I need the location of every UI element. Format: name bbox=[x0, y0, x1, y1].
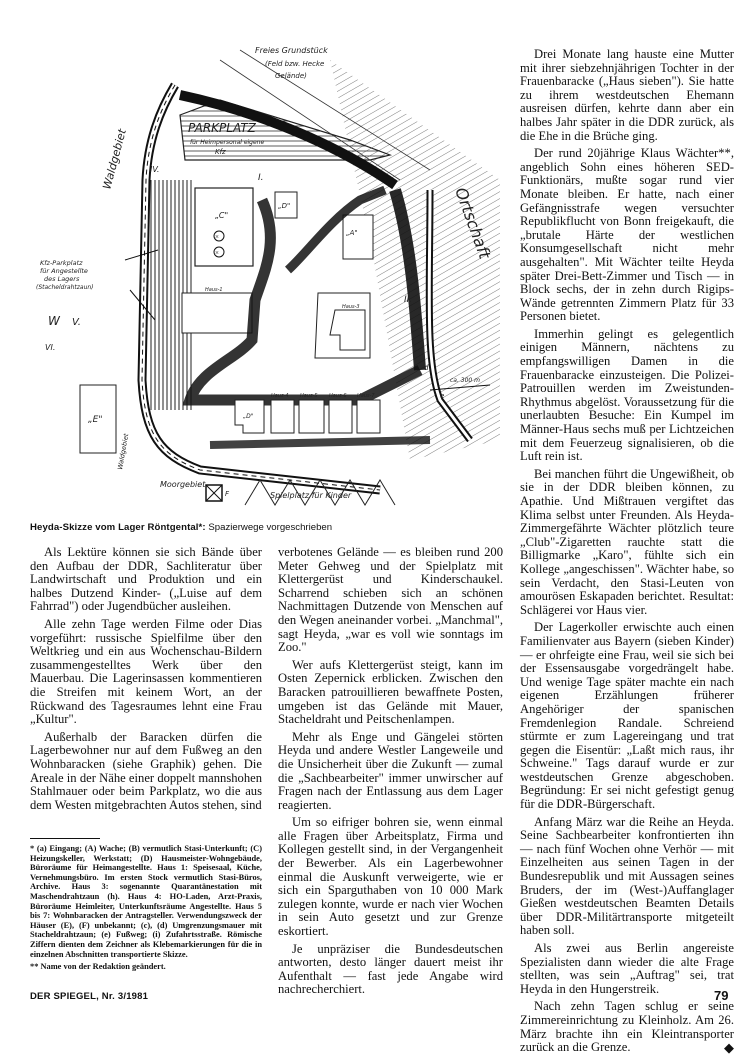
footnote-legend: * (a) Eingang; (A) Wache; (B) vermutlich Stasi-Unterkunft; (C) Heizungskeller, Werkstatt; (D) Hausmeister-Wohngebäude, Büroräume für Heimangestellte. Haus 1: Speisesaal, Küche, Vernehmungsbüro. Im ersten Stock vermutlich Stasi-Büros, Archive. Haus 3: sogenannte Quarantänestation mit Maschendrahtzaun (h). Haus 4: HO-Laden, Arzt-Praxis, Büroräume Heimleiter, Unterkunftsräume Angestellte. Haus 5 bis 7: Wohnbaracken der Antragsteller. Verwendungszweck der Häuser (E), (F) unbekannt; (c), (d) Umgrenzungsmauer mit Stacheldrahtzaun; (e) Fußweg; (i) Zufahrtsstraße. Römische Ziffern dienten dem Zeichner als Klebemarkierungen für die in einzelnen Abschnitten transportierte Skizze. bbox=[30, 844, 262, 959]
paragraph: Immerhin gelingt es gelegentlich einigen Männern, nächtens zu empfangswilligen Damen in die Frauenbaracke einzusteigen. Die Polizei-Patrouillen werden im Zweistunden-Rhythmus abgelöst. Voraussetzung für die unerlaubten Besuche: Ein Kumpel im Männer-Haus sechs muß per Lichtzeichen mit dem Feuerzeug signalisieren, ob die Luft rein ist. bbox=[520, 326, 734, 464]
distance-label: ca. 300 m bbox=[450, 377, 480, 384]
building-f-label: F bbox=[225, 490, 230, 498]
haus-1-label: Haus-1 bbox=[205, 287, 223, 293]
kfz-parkplatz-label-4: (Stacheldrahtzaun) bbox=[36, 284, 94, 291]
publication-footer: DER SPIEGEL, Nr. 3/1981 bbox=[30, 991, 149, 1002]
camp-map-drawing bbox=[30, 40, 500, 510]
paragraph: Anfang März war die Reihe an Heyda. Seine Sachbearbeiter konfrontierten ihn — nach fünf Wochen ohne Verhör — mit Einzelheiten aus seinen Tagen in der Bundesrepublik und mit Aussagen seines Bruders, der im (West-)Auffanglager Gießen westdeutschen Beamten Details über DDR-Militärtransporte mitgeteilt haben soll. bbox=[520, 814, 734, 938]
kfz-parkplatz-label: Kfz-Parkplatz bbox=[40, 259, 83, 267]
building-e-label: „E" bbox=[88, 415, 103, 425]
moorgebiet-label: Moorgebiet bbox=[160, 480, 206, 489]
roman-vi-mark: VI. bbox=[45, 343, 56, 352]
building-c-label: „C" bbox=[215, 211, 229, 220]
paragraph: verbotenes Gelände — es bleiben rund 200 Meter Gehweg und der Spielplatz mit Klettergerüst und Kinderschaukel. Scharrend schieben sich an schönen Nachmittagen Dutzende von Menschen auf den Wegen aneinander vorbei. „Manchmal", sagt Heyda, „war es voll wie sonntags im Zoo." bbox=[278, 545, 503, 655]
svg-text:×: × bbox=[215, 249, 219, 257]
haus-6 bbox=[329, 400, 352, 433]
paragraph: Außerhalb der Baracken dürfen die Lagerbewohner nur auf dem Fußweg an den Wohnbaracken (siehe Graphik) gehen. Die Areale in der Nähe einer doppelt mannshohen Stahlmauer oder beim Parkplatz, wo die aus dem Westen mitgebrachten Autos stehen, sind bbox=[30, 729, 262, 812]
svg-text:×: × bbox=[215, 233, 219, 241]
roman-iv-mark: IV. bbox=[150, 165, 160, 174]
paragraph-last bbox=[520, 1000, 734, 1054]
article-column-1 bbox=[30, 546, 262, 816]
paragraph: Um so eifriger bohren sie, wenn einmal alle Fragen über Arbeitsplatz, Firma und Kollegen gestellt sind, in der Vergangenheit der Bewerber. Als ein Lagerbewohner einmal die Auskunft verweigerte, wie er sich ein Sparguthaben von 10 000 Mark zulegen konnte, wurde er nach vier Wochen in sein Auto gesetzt und zur Grenze eskortiert. bbox=[278, 815, 503, 939]
building-d-low-label: „D" bbox=[243, 413, 254, 420]
haus-6-label: Haus-6 bbox=[329, 393, 347, 399]
ortschaft-label: Ortschaft bbox=[451, 184, 495, 262]
last-paragraph-text: Nach zehn Tagen schlug er seine Zimmereinrichtung zu Kleinholz. Am 26. März brachte ihn ein Kleintransporter zurück an die Grenze. bbox=[520, 999, 734, 1055]
kfz-label: Kfz bbox=[215, 148, 226, 156]
paragraph: Der Lagerkoller erwischte auch einen Familienvater aus Bayern (sieben Kinder) — er ohrfeigte eine Frau, weil sie sich bei der Essensausgabe vorgedrängelt habe. Und wenige Tage später machte ein nach eigenen Erzählungen früherer Angehöriger der spanischen Fremdenlegion Randale. Schreiend stürmte er zum Lagereingang und trat gegen die Eisentür: „Laßt mich raus, ihr Schweine." Tags darauf wurde er zur westdeutschen Grenze abgeschoben. Begründung: Er sei nicht gefestigt genug für die DDR-Bürgerschaft. bbox=[520, 620, 734, 812]
caption-title: Heyda-Skizze vom Lager Röntgental*: bbox=[30, 522, 206, 533]
lager-sketch-figure bbox=[30, 40, 500, 510]
article-column-3 bbox=[520, 48, 734, 1059]
waldgebiet-2-label: Waldgebiet bbox=[116, 432, 131, 471]
building-a-label: „A" bbox=[346, 229, 358, 237]
caption-text: Spazierwege vorgeschrieben bbox=[205, 522, 333, 533]
haus-1 bbox=[182, 293, 252, 333]
letter-d-mark: d bbox=[424, 364, 429, 372]
haus-4-label: Haus-4 bbox=[271, 393, 289, 399]
w-mark: W bbox=[48, 314, 60, 328]
building-a-wache bbox=[343, 215, 373, 259]
page-number: 79 bbox=[714, 988, 729, 1003]
parkplatz-label: PARKPLATZ bbox=[188, 121, 256, 135]
end-of-article-diamond-icon: ◆ bbox=[724, 1040, 734, 1056]
haus-3-label: Haus-3 bbox=[342, 304, 360, 310]
figure-caption bbox=[30, 522, 500, 533]
haus-4 bbox=[271, 400, 294, 433]
spielplatz-label: Spielplatz für Kinder bbox=[270, 491, 352, 500]
roman-v-mark: V. bbox=[72, 317, 81, 328]
haus-7-label: Haus-7 bbox=[357, 393, 375, 399]
footnotes bbox=[30, 844, 262, 975]
roman-ii-mark: II. bbox=[404, 295, 413, 305]
paragraph: Bei manchen führt die Ungewißheit, ob sie in der DDR bleiben können, zu Apathie. Und Mißtrauen vergiftet das Klima selbst unter Freunden. Als Heyda-Zimmergefährte Wächter plötzlich teure „Club"-Zigaretten rauchte statt die Billigmarke „Karo", fühlte sich ein Kollege „angeschissen". Wächter habe, so sein Verdacht, den Stasi-Leuten von amourösen Eskapaden berichtet. Resultat: Schlägerei vor Haus vier. bbox=[520, 466, 734, 617]
paragraph: Der rund 20jährige Klaus Wächter**, angeblich Sohn eines höheren SED-Funktionärs, mußte sogar rund vier Monate bleiben. Er hatte, nach einer Gefängnisstrafe wegen versuchter Republikflucht von Bonn freigekauft, die „brutale Härte der westlichen Konsumgesellschaft nicht mehr ausgehalten". Mit Wächter teilte Heyda später Drei-Bett-Zimmer und Tisch — in Block sechs, der in zehn durch Rigips-Wände getrennten Zimmern Platz für 33 Personen bietet. bbox=[520, 146, 734, 324]
parkplatz-sub-label: für Heimpersonal eigene bbox=[190, 139, 265, 146]
haus-5 bbox=[299, 400, 324, 433]
paragraph: Mehr als Enge und Gängelei störten Heyda und andere Westler Langeweile und die Unsicherheit über die Zukunft — zumal die „Sachbearbeiter" immer unwirscher auf Fragen nach der Entlassung aus dem Lager reagierten. bbox=[278, 729, 503, 812]
kfz-parkplatz-label-3: des Lagers bbox=[44, 275, 80, 283]
haus-5-label: Haus-5 bbox=[300, 393, 318, 399]
haus-7 bbox=[357, 400, 380, 433]
letter-e-mark: e bbox=[440, 392, 445, 400]
waldgebiet-label: Waldgebiet bbox=[100, 127, 129, 191]
paragraph: Als zwei aus Berlin angereiste Spezialisten dann wieder die alte Frage stellten, was sein „Auftrag" sei, trat Heyda in den Hungerstreik. bbox=[520, 941, 734, 996]
paragraph: Alle zehn Tage werden Filme oder Dias vorgeführt: russische Spielfilme über den Weltkrieg und ein aus Wochenschau-Bildern zusammengestelltes Werk über den Mauerbau. Die Lagerinsassen kommentieren die Streifen mit keinem Wort, an der Rückwand des Tagesraumes lehnt eine Frau „Kultur". bbox=[30, 616, 262, 727]
kfz-parkplatz-label-2: für Angestellte bbox=[40, 267, 88, 275]
paragraph: Je unpräziser die Bundesdeutschen antworten, desto länger dauert meist ihr Aufenthalt — fast jede Angabe wird nachrecherchiert. bbox=[278, 941, 503, 997]
feld-label: (Feld bzw. Hecke bbox=[265, 60, 325, 68]
paragraph: Drei Monate lang hauste eine Mutter mit ihrer siebzehnjährigen Tochter in der Frauenbaracke („Haus sieben"). Sie hatte zu ihrem westdeutschen Ehemann ausreisen dürfen, kehrte dann aber ein halbes Jahr später in die DDR zurück, als die Ehe in die Brüche ging. bbox=[520, 47, 734, 143]
paragraph: Als Lektüre können sie sich Bände über den Aufbau der DDR, Sachliteratur über Landwirtschaft und Produktion und ein halbes Dutzend Kinder- („Luise auf dem Fahrrad") oder Jugendbücher ausleihen. bbox=[30, 545, 262, 614]
roman-i-mark: I. bbox=[258, 173, 264, 183]
building-c bbox=[195, 188, 253, 266]
article-column-2 bbox=[278, 546, 503, 1001]
footnote-name-changed: ** Name von der Redaktion geändert. bbox=[30, 962, 166, 972]
paragraph: Wer aufs Klettergerüst steigt, kann im Osten Zepernick erblicken. Zwischen den Baracken patrouillieren bewaffnete Posten, umgeben ist das Gelände mit Mauer, Stacheldraht und Peitschenlampen. bbox=[278, 657, 503, 727]
gelaende-label: Gelände) bbox=[275, 72, 307, 80]
freies-grundstueck-label: Freies Grundstück bbox=[255, 46, 328, 55]
building-d-top-label: „D" bbox=[278, 202, 291, 210]
footnote-divider bbox=[30, 838, 100, 839]
